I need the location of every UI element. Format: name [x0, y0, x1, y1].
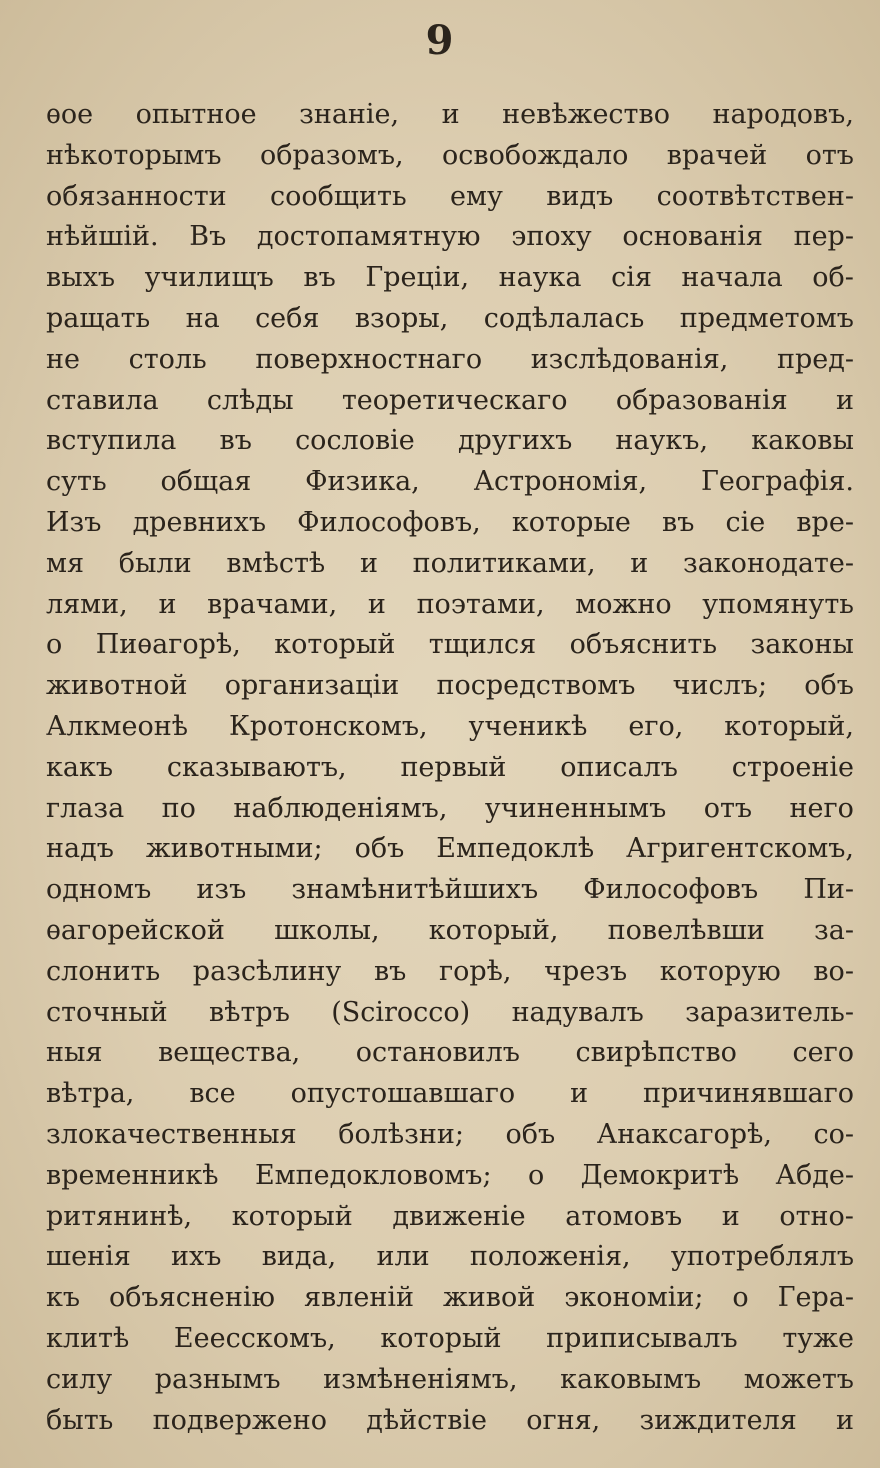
- word: вмѣстѣ: [226, 547, 326, 579]
- word: лями,: [46, 588, 128, 620]
- word: явленій: [303, 1282, 414, 1314]
- word: глаза: [46, 792, 125, 824]
- word: врачами,: [207, 588, 338, 620]
- word: за-: [814, 914, 854, 946]
- word: первый: [400, 751, 507, 783]
- word: обязанности: [46, 180, 227, 212]
- word: Емпедокловомъ;: [254, 1159, 492, 1191]
- word: ихъ: [171, 1241, 222, 1273]
- word: повелѣвши: [607, 914, 765, 946]
- word: атомовъ: [565, 1200, 683, 1232]
- word: и: [367, 588, 386, 620]
- word: эпоху: [511, 221, 592, 253]
- word: употреблялъ: [670, 1241, 854, 1273]
- word: и: [721, 1200, 740, 1232]
- word: политиками,: [412, 547, 596, 579]
- word: каковы: [751, 425, 854, 457]
- word: болѣзни;: [338, 1118, 464, 1150]
- word: вре-: [796, 506, 854, 538]
- text-line: [46, 666, 854, 707]
- word: врачей: [666, 139, 768, 171]
- word: упомянуть: [702, 588, 854, 620]
- word: соотвѣтствен-: [656, 180, 854, 212]
- word: наблюденіямъ,: [233, 792, 448, 824]
- word: со-: [813, 1118, 854, 1150]
- word: наука: [498, 262, 582, 294]
- text-line: [46, 95, 854, 136]
- word: разнымъ: [154, 1363, 281, 1395]
- text-line: [46, 829, 854, 870]
- word: экономіи;: [564, 1282, 704, 1314]
- text-line: [46, 381, 854, 422]
- word: сего: [792, 1037, 854, 1069]
- word: древнихъ: [132, 506, 267, 538]
- text-line: [46, 585, 854, 626]
- word: временникѣ: [46, 1159, 219, 1191]
- word: въ: [303, 262, 336, 294]
- word: вещества,: [158, 1037, 301, 1069]
- word: который,: [724, 710, 854, 742]
- word: остановилъ: [355, 1037, 520, 1069]
- word: живой: [442, 1282, 536, 1314]
- word: и: [158, 588, 177, 620]
- text-line: [46, 1360, 854, 1401]
- word: ритянинѣ,: [46, 1200, 193, 1232]
- text-line: [46, 1033, 854, 1074]
- word: общая: [160, 466, 252, 498]
- word: и: [359, 547, 378, 579]
- word: образованія: [615, 384, 788, 416]
- word: можетъ: [743, 1363, 854, 1395]
- word: движеніе: [392, 1200, 526, 1232]
- word: нѣкоторымъ: [46, 139, 222, 171]
- word: и: [835, 384, 854, 416]
- text-line: [46, 1278, 854, 1319]
- word: (Scirocco): [331, 996, 471, 1028]
- text-line: [46, 1319, 854, 1360]
- word: Философовъ,: [297, 506, 481, 538]
- word: достопамятную: [256, 221, 481, 253]
- word: школы,: [274, 914, 380, 946]
- word: Анаксагорѣ,: [596, 1118, 772, 1150]
- word: основанія: [622, 221, 763, 253]
- text-line: [46, 993, 854, 1034]
- word: дѣйствіе: [366, 1404, 488, 1436]
- word: каковымъ: [560, 1363, 702, 1395]
- word: въ: [662, 506, 695, 538]
- text-line: [46, 299, 854, 340]
- word: знаніе,: [299, 99, 400, 130]
- word: отъ: [703, 792, 753, 824]
- text-line: [46, 625, 854, 666]
- word: знамѣнитѣйшихъ: [291, 874, 539, 906]
- word: описалъ: [560, 751, 678, 783]
- word: законодате-: [682, 547, 854, 579]
- word: отно-: [779, 1200, 854, 1232]
- word: сказываютъ,: [166, 751, 347, 783]
- word: слонить: [46, 955, 161, 987]
- word: чрезъ: [544, 955, 628, 987]
- word: животными;: [145, 833, 323, 865]
- word: слѣды: [206, 384, 294, 416]
- word: Емпедоклѣ: [436, 833, 595, 865]
- text-line: [46, 1115, 854, 1156]
- text-line: [46, 503, 854, 544]
- word: вѣтра,: [46, 1078, 135, 1110]
- word: надъ: [46, 833, 114, 865]
- word: его,: [628, 710, 684, 742]
- word: вѣтръ: [209, 996, 290, 1028]
- text-line: [46, 544, 854, 585]
- word: организаціи: [224, 670, 400, 702]
- word: шенія: [46, 1241, 131, 1273]
- word: законы: [750, 629, 854, 661]
- word: народовъ,: [712, 99, 854, 130]
- word: столь: [128, 343, 207, 375]
- word: ращать: [46, 302, 151, 334]
- word: строеніе: [731, 751, 854, 783]
- word: на: [185, 302, 220, 334]
- word: опытное: [135, 99, 257, 130]
- word: положенія,: [469, 1241, 631, 1273]
- word: отъ: [805, 139, 854, 171]
- word: приписывалъ: [546, 1322, 738, 1354]
- text-line: [46, 136, 854, 177]
- text-line: [46, 952, 854, 993]
- word: числъ;: [672, 670, 768, 702]
- word: и: [570, 1078, 589, 1110]
- word: пред-: [776, 343, 854, 375]
- word: о: [527, 1159, 545, 1191]
- word: Пи-: [803, 874, 854, 906]
- word: сообщить: [270, 180, 407, 212]
- word: предметомъ: [679, 302, 854, 334]
- word: объ: [804, 670, 854, 702]
- word: него: [789, 792, 854, 824]
- word: сословіе: [295, 425, 415, 457]
- text-line: [46, 1156, 854, 1197]
- word: Кротонскомъ,: [228, 710, 428, 742]
- word: въ: [219, 425, 252, 457]
- word: пер-: [793, 221, 854, 253]
- word: о: [732, 1282, 749, 1314]
- word: и: [835, 1404, 854, 1436]
- word: суть: [46, 466, 107, 498]
- word: Астрономія,: [473, 466, 648, 498]
- word: вступила: [46, 425, 177, 457]
- word: объясненію: [109, 1282, 275, 1314]
- word: об-: [812, 262, 854, 294]
- word: разсѣлину: [192, 955, 342, 987]
- word: тщился: [428, 629, 537, 661]
- word: содѣлалась: [483, 302, 645, 334]
- word: образомъ,: [259, 139, 404, 171]
- word: невѣжество: [502, 99, 670, 130]
- word: можно: [575, 588, 672, 620]
- word: которые: [511, 506, 631, 538]
- word: подвержено: [152, 1404, 328, 1436]
- word: Философовъ: [583, 874, 759, 906]
- word: были: [118, 547, 192, 579]
- word: поэтами,: [416, 588, 545, 620]
- word: выхъ: [46, 262, 116, 294]
- text-line: [46, 748, 854, 789]
- word: Демокритѣ: [580, 1159, 740, 1191]
- word: горѣ,: [438, 955, 512, 987]
- word: ученикѣ: [468, 710, 588, 742]
- text-line: [46, 340, 854, 381]
- word: Ееесскомъ,: [173, 1322, 336, 1354]
- word: Географія.: [700, 466, 854, 498]
- word: не: [46, 343, 80, 375]
- word: заразитель-: [685, 996, 854, 1028]
- word: которую: [659, 955, 781, 987]
- word: мя: [46, 547, 85, 579]
- word: туже: [782, 1322, 854, 1354]
- word: ставила: [46, 384, 159, 416]
- word: нѣйшій.: [46, 221, 159, 253]
- word: освобождало: [442, 139, 629, 171]
- word: объяснить: [569, 629, 718, 661]
- word: посредствомъ: [436, 670, 636, 702]
- text-line: [46, 258, 854, 299]
- word: начала: [681, 262, 783, 294]
- word: въ: [373, 955, 407, 987]
- text-line: [46, 217, 854, 258]
- word: ему: [450, 180, 503, 212]
- text-line: [46, 177, 854, 218]
- word: который: [274, 629, 396, 661]
- word: сія: [611, 262, 652, 294]
- text-line: [46, 1401, 854, 1442]
- word: Греціи,: [365, 262, 470, 294]
- word: Въ: [189, 221, 227, 253]
- word: Агригентскомъ,: [626, 833, 854, 865]
- word: силу: [46, 1363, 113, 1395]
- word: который: [231, 1200, 353, 1232]
- word: и: [630, 547, 649, 579]
- word: другихъ: [457, 425, 573, 457]
- word: по: [161, 792, 196, 824]
- word: Алкмеонѣ: [46, 710, 188, 742]
- text-line: [46, 1197, 854, 1238]
- word: Абде-: [775, 1159, 854, 1191]
- word: объ: [354, 833, 405, 865]
- word: надувалъ: [511, 996, 644, 1028]
- word: наукъ,: [615, 425, 709, 457]
- word: къ: [46, 1282, 81, 1314]
- word: быть: [46, 1404, 114, 1436]
- word: сіе: [725, 506, 766, 538]
- word: или: [376, 1241, 430, 1273]
- page-number: 9: [425, 17, 455, 64]
- word: животной: [46, 670, 188, 702]
- word: опустошавшаго: [290, 1078, 516, 1110]
- word: Гера-: [777, 1282, 854, 1314]
- word: все: [189, 1078, 236, 1110]
- body-text: [46, 95, 854, 1441]
- word: измѣненіямъ,: [323, 1363, 518, 1395]
- word: вида,: [261, 1241, 337, 1273]
- word: объ: [505, 1118, 556, 1150]
- text-line: [46, 911, 854, 952]
- word: о: [46, 629, 63, 661]
- word: училищъ: [144, 262, 274, 294]
- text-line: [46, 462, 854, 503]
- word: какъ: [46, 751, 114, 783]
- text-line: [46, 789, 854, 830]
- word: сточный: [46, 996, 168, 1028]
- word: ѳое: [46, 99, 94, 130]
- word: теоретическаго: [341, 384, 568, 416]
- text-line: [46, 870, 854, 911]
- word: который,: [428, 914, 559, 946]
- word: ныя: [46, 1037, 103, 1069]
- word: себя: [255, 302, 320, 334]
- word: видъ: [546, 180, 614, 212]
- word: и: [441, 99, 460, 130]
- word: клитѣ: [46, 1322, 130, 1354]
- word: злокачественныя: [46, 1118, 297, 1150]
- word: причинявшаго: [643, 1078, 854, 1110]
- word: свирѣпство: [575, 1037, 737, 1069]
- word: Пиѳагорѣ,: [95, 629, 241, 661]
- word: Изъ: [46, 506, 102, 538]
- text-line: [46, 421, 854, 462]
- word: во-: [813, 955, 854, 987]
- word: изъ: [196, 874, 247, 906]
- word: поверхностнаго: [255, 343, 483, 375]
- word: ѳагорейской: [46, 914, 225, 946]
- word: Физика,: [305, 466, 420, 498]
- word: огня,: [526, 1404, 601, 1436]
- text-line: [46, 1074, 854, 1115]
- text-line: [46, 707, 854, 748]
- word: одномъ: [46, 874, 152, 906]
- word: взоры,: [354, 302, 449, 334]
- word: изслѣдованія,: [530, 343, 729, 375]
- word: который: [380, 1322, 502, 1354]
- text-line: [46, 1237, 854, 1278]
- word: зиждителя: [639, 1404, 797, 1436]
- word: учиненнымъ: [484, 792, 667, 824]
